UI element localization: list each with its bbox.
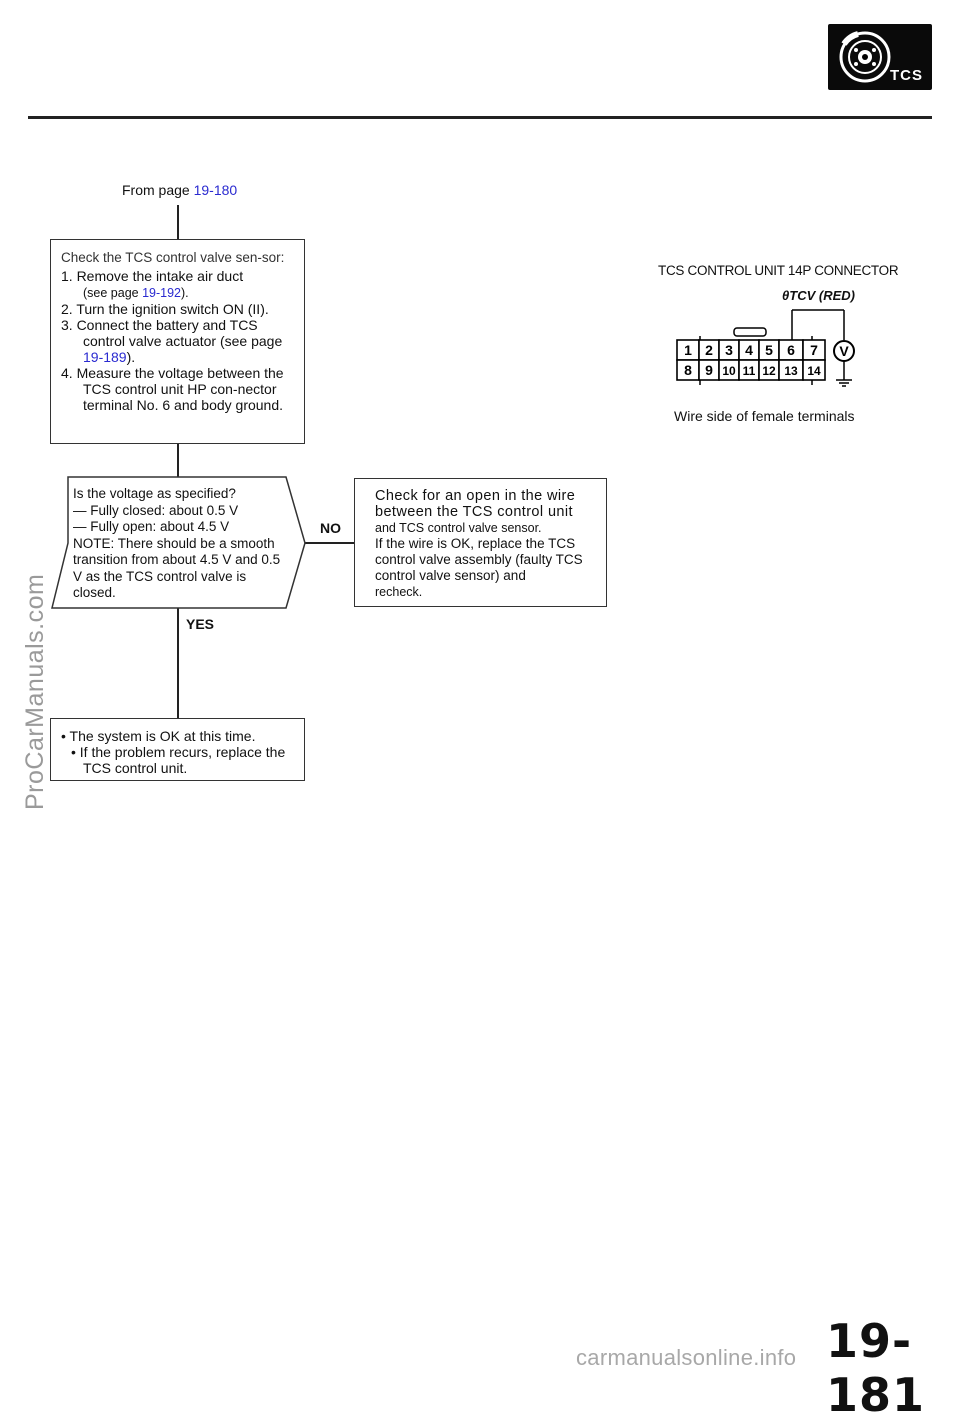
procedure-step-4: 4. Measure the voltage between the TCS control unit HP con-nector terminal No. 6 and body ground.: [61, 365, 284, 413]
connector-diagram: [672, 302, 882, 392]
pin-2: 2: [705, 342, 713, 358]
ok-result-line-1: • The system is OK at this time.: [61, 728, 256, 744]
pin-13: 13: [784, 364, 798, 378]
procedure-step-1: 1. Remove the intake air duct (see page 19-192).: [61, 268, 244, 300]
pin-3: 3: [725, 342, 733, 358]
procedure-step-3: 3. Connect the battery and TCS control valve actuator (see page 19-189).: [61, 317, 283, 365]
pin-8: 8: [684, 362, 692, 378]
decision-question: Is the voltage as specified?: [73, 486, 236, 501]
pin-11: 11: [742, 364, 756, 378]
brake-disc-icon: [834, 28, 896, 86]
page-number: 19-181: [826, 1314, 926, 1422]
no-label: NO: [320, 520, 341, 536]
badge-label: TCS: [890, 67, 923, 84]
ground-icon: [836, 380, 852, 386]
pin-9: 9: [705, 362, 713, 378]
no-result-box: [354, 478, 607, 607]
pin-5: 5: [765, 342, 773, 358]
procedure-step-2: 2. Turn the ignition switch ON (II).: [61, 301, 269, 317]
connector-caption: Wire side of female terminals: [674, 408, 855, 424]
from-page-label: From page 19-180: [122, 182, 238, 198]
step-1-link[interactable]: 19-192: [142, 286, 182, 300]
pin-12: 12: [762, 364, 776, 378]
pin-4: 4: [745, 342, 753, 358]
pin-6: 6: [787, 342, 795, 358]
decision-closed: — Fully closed: about 0.5 V: [73, 502, 239, 518]
procedure-box: [50, 239, 305, 444]
yes-label: YES: [186, 616, 215, 632]
connector-line-1: [177, 205, 179, 239]
voltmeter-label: V: [839, 343, 849, 359]
pin-10: 10: [722, 364, 736, 378]
ok-result-box: [50, 718, 305, 781]
footer-watermark: carmanualsonline.info: [576, 1345, 797, 1370]
from-page-link[interactable]: 19-180: [193, 182, 238, 198]
tcs-badge: [828, 24, 932, 90]
step-3-link[interactable]: 19-189: [83, 349, 127, 365]
decision-open: — Fully open: about 4.5 V: [73, 519, 230, 534]
connector-line-3: [177, 608, 179, 718]
no-result-line-3: If the wire is OK, replace the TCS control valve assembly (faulty TCS control valve sensor) and: [375, 536, 583, 583]
pin-14: 14: [807, 364, 821, 378]
connector-line-2: [177, 443, 179, 478]
connector-title: TCS CONTROL UNIT 14P CONNECTOR: [658, 263, 899, 278]
no-result-line-2: and TCS control valve sensor.: [375, 521, 542, 535]
connector-line-no: [304, 542, 354, 544]
procedure-intro: Check the TCS control valve sen-sor:: [61, 250, 285, 265]
decision-text: [73, 486, 287, 602]
pin-1: 1: [684, 342, 692, 358]
side-watermark: ProCarManuals.com: [21, 573, 49, 810]
no-result-line-1: Check for an open in the wire between the TCS control unit: [375, 488, 576, 520]
no-result-line-4: recheck.: [375, 585, 423, 599]
connector-wire-label: θTCV (RED): [782, 288, 855, 303]
decision-note: NOTE: There should be a smooth transition from about 4.5 V and 0.5 V as the TCS control valve is closed.: [73, 535, 281, 600]
header-rule: [28, 116, 932, 119]
pin-7: 7: [810, 342, 818, 358]
ok-result-line-2: • If the problem recurs, replace the TCS control unit.: [71, 744, 286, 776]
